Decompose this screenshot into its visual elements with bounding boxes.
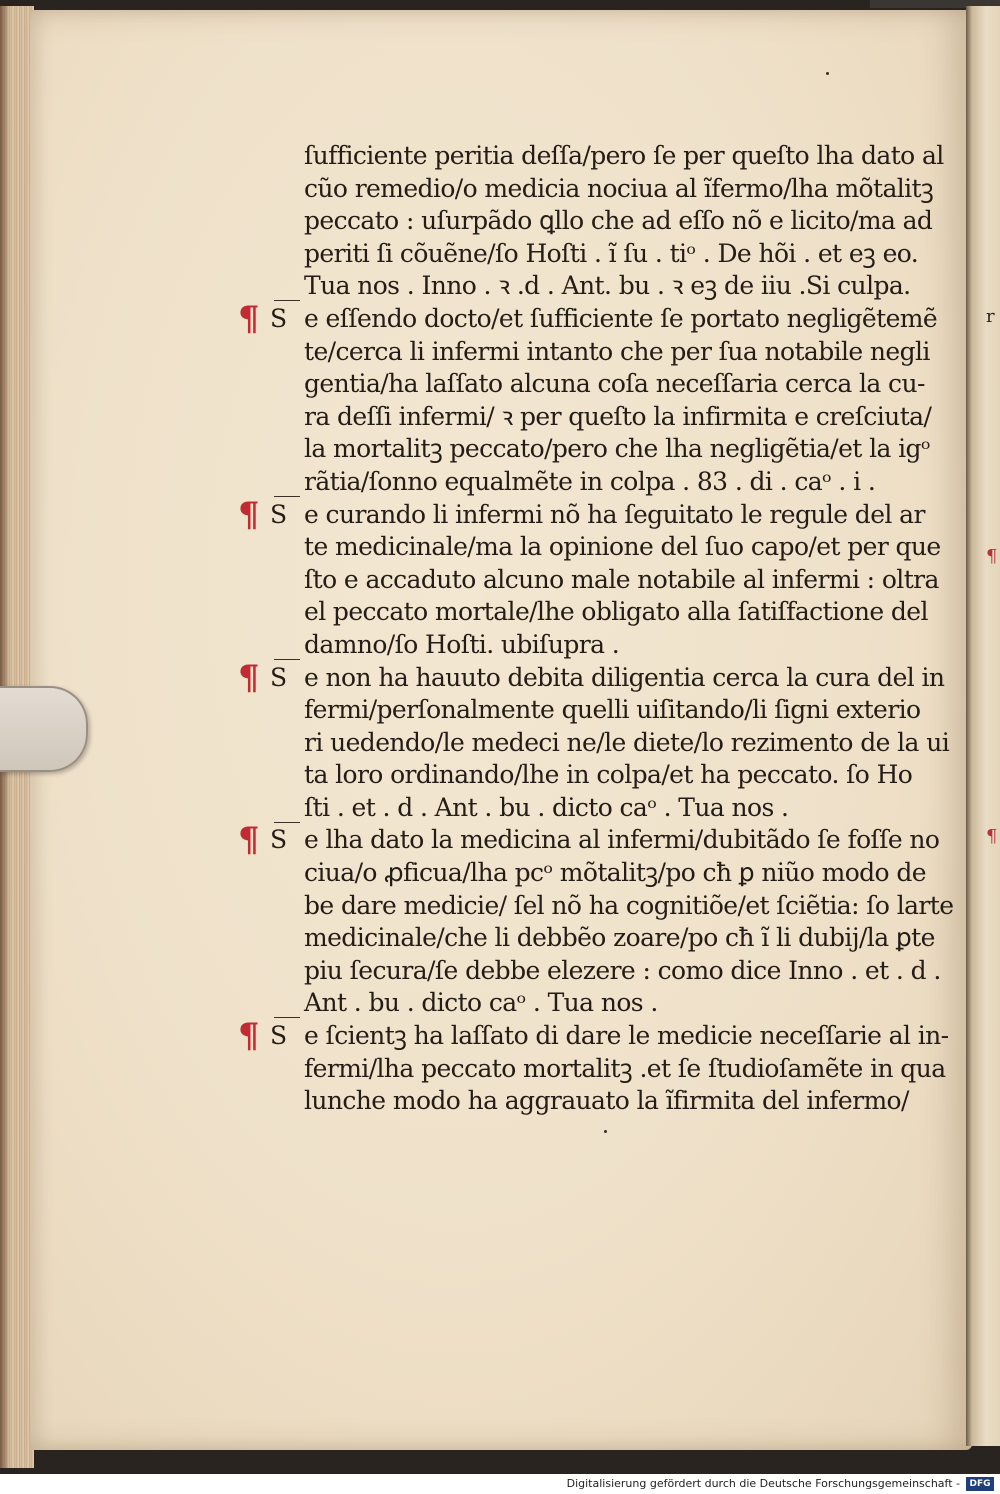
text-line [238,955,941,988]
text-line [238,890,954,923]
line-text: be dare medicie/ ſel nõ ha cognitiõe/et ſciẽtia: ſo larte [304,890,954,920]
line-text: damno/ſo Hoſti. ubiſupra . [304,629,620,659]
line-text: ri uedendo/le medeci ne/le diete/lo rezimento de la ui [304,727,950,757]
pilcrow-mark: ¶ [238,657,260,698]
text-line [238,820,940,861]
guide-rule [274,659,300,660]
footer-credit: Digitalisierung gefördert durch die Deutsche Forschungsgemeinschaft - [566,1477,960,1490]
pilcrow-mark: ¶ [238,494,260,535]
line-text: te medicinale/ma la opinione del ſuo capo/et per que [304,532,941,562]
guide-rule [274,496,300,497]
text-line [238,494,925,535]
footer-bar [0,1474,1000,1494]
line-text: gentia/ha laſſato alcuna coſa neceſſaria cerca la cu- [304,369,925,399]
text-line [238,857,926,890]
line-text: medicinale/che li debbẽo zoare/po cħ ĩ li dubij/la ꝑte [304,923,935,953]
dfg-logo: DFG [966,1477,994,1491]
line-text: fermi/perſonalmente quelli uiſitando/li ſigni exterio [304,695,921,725]
initial-letter: S [270,499,287,529]
text-line [238,336,930,369]
line-text: e non ha hauuto debita diligentia cerca la cura del in [304,662,945,692]
text-line [238,238,919,271]
line-text: fermi/lha peccato mortalitꝫ .et ſe ſtudioſamẽte in qua [304,1053,946,1083]
facing-page-pilcrow: ¶ [986,826,998,847]
line-text: e ſcientꝫ ha laſſato di dare le medicie neceſſarie al in- [304,1021,949,1051]
guide-rule [274,1017,300,1018]
ink-speck [604,1130,607,1133]
text-block [238,140,954,1118]
guide-rule [274,822,300,823]
text-line [238,987,898,1020]
bookmark-tab [0,686,88,772]
text-line [238,694,921,727]
text-line [238,596,928,629]
line-text: e eſſendo docto/et ſufficiente ſe portato negligẽtemẽ [304,303,938,333]
initial-letter: S [270,662,287,692]
pilcrow-mark: ¶ [238,298,260,339]
text-line [238,298,938,339]
line-text: te/cerca li infermi intanto che per ſua notabile negli [304,336,930,366]
text-line [238,1053,946,1086]
line-text: ſti . et . d . Ant . bu . dicto caᵒ . Tua nos . [304,792,789,822]
line-text: ta loro ordinando/lhe in colpa/et ha peccato. ſo Ho [304,760,913,790]
facing-page-pilcrow: ¶ [986,546,998,567]
line-text: periti ſi cõuẽne/ſo Hoſti . ĩ ſu . tiᵒ . De hõi . et eꝫ eo. [304,238,919,268]
pilcrow-mark: ¶ [238,1016,260,1057]
initial-letter: S [270,825,287,855]
line-text: Tua nos . Inno . ꝛ .d . Ant. bu . ꝛ eꝫ de iiu .Si culpa. [304,271,911,301]
text-line [238,173,934,206]
pilcrow-mark: ¶ [238,820,260,861]
initial-letter: S [270,303,287,333]
line-text: ſto e accaduto alcuno male notabile al infermi : oltra [304,564,939,594]
ink-speck [826,72,829,75]
facing-page-edge [966,6,1000,1446]
line-text: el peccato mortale/lhe obligato alla ſatiſfactione del [304,597,928,627]
text-line [238,433,930,466]
text-line [238,727,950,760]
line-text: ciua/o ꝓficua/lha pcᵒ mõtalitꝫ/po cħ ꝑ niũo modo de [304,858,926,888]
guide-rule [274,300,300,301]
text-line [238,759,913,792]
text-line [238,1085,909,1118]
text-line [238,140,944,173]
text-line [238,368,925,401]
text-line [238,629,898,662]
text-line [238,922,935,955]
line-text: lunche modo ha aggrauato la ĩfirmita del infermo/ [304,1086,909,1116]
text-line [238,657,945,698]
text-line [238,531,941,564]
line-text: Ant . bu . dicto caᵒ . Tua nos . [304,988,658,1018]
line-text: rãtia/ſonno equalmẽte in colpa . 83 . di . caᵒ . i . [304,466,876,496]
text-line [238,401,932,434]
text-line [238,564,939,597]
text-line [238,205,933,238]
line-text: peccato : uſurpãdo ꝗllo che ad eſſo nõ e licito/ma ad [304,206,933,236]
line-text: la mortalitꝫ peccato/pero che lha negligẽtia/et la igᵒ [304,434,930,464]
line-text: ſufficiente peritia deſſa/pero ſe per queſto lha dato al [304,141,944,170]
initial-letter: S [270,1021,287,1051]
text-line [238,466,898,499]
line-text: piu ſecura/ſe debbe elezere : como dice Inno . et . d . [304,955,941,985]
text-line [238,792,898,825]
line-text: e lha dato la medicina al infermi/dubitãdo ſe foſſe no [304,825,940,855]
text-line [238,1016,949,1057]
line-text: cũo remedio/o medicia nociua al ĩfermo/lha mõtalitꝫ [304,173,934,203]
line-text: e curando li infermi nõ ha ſeguitato le regule del ar [304,499,925,529]
text-line [238,270,911,303]
facing-page-mark: r [986,306,995,327]
line-text: ra deſſi infermi/ ꝛ per queſto la infirmita e creſciuta/ [304,401,932,431]
